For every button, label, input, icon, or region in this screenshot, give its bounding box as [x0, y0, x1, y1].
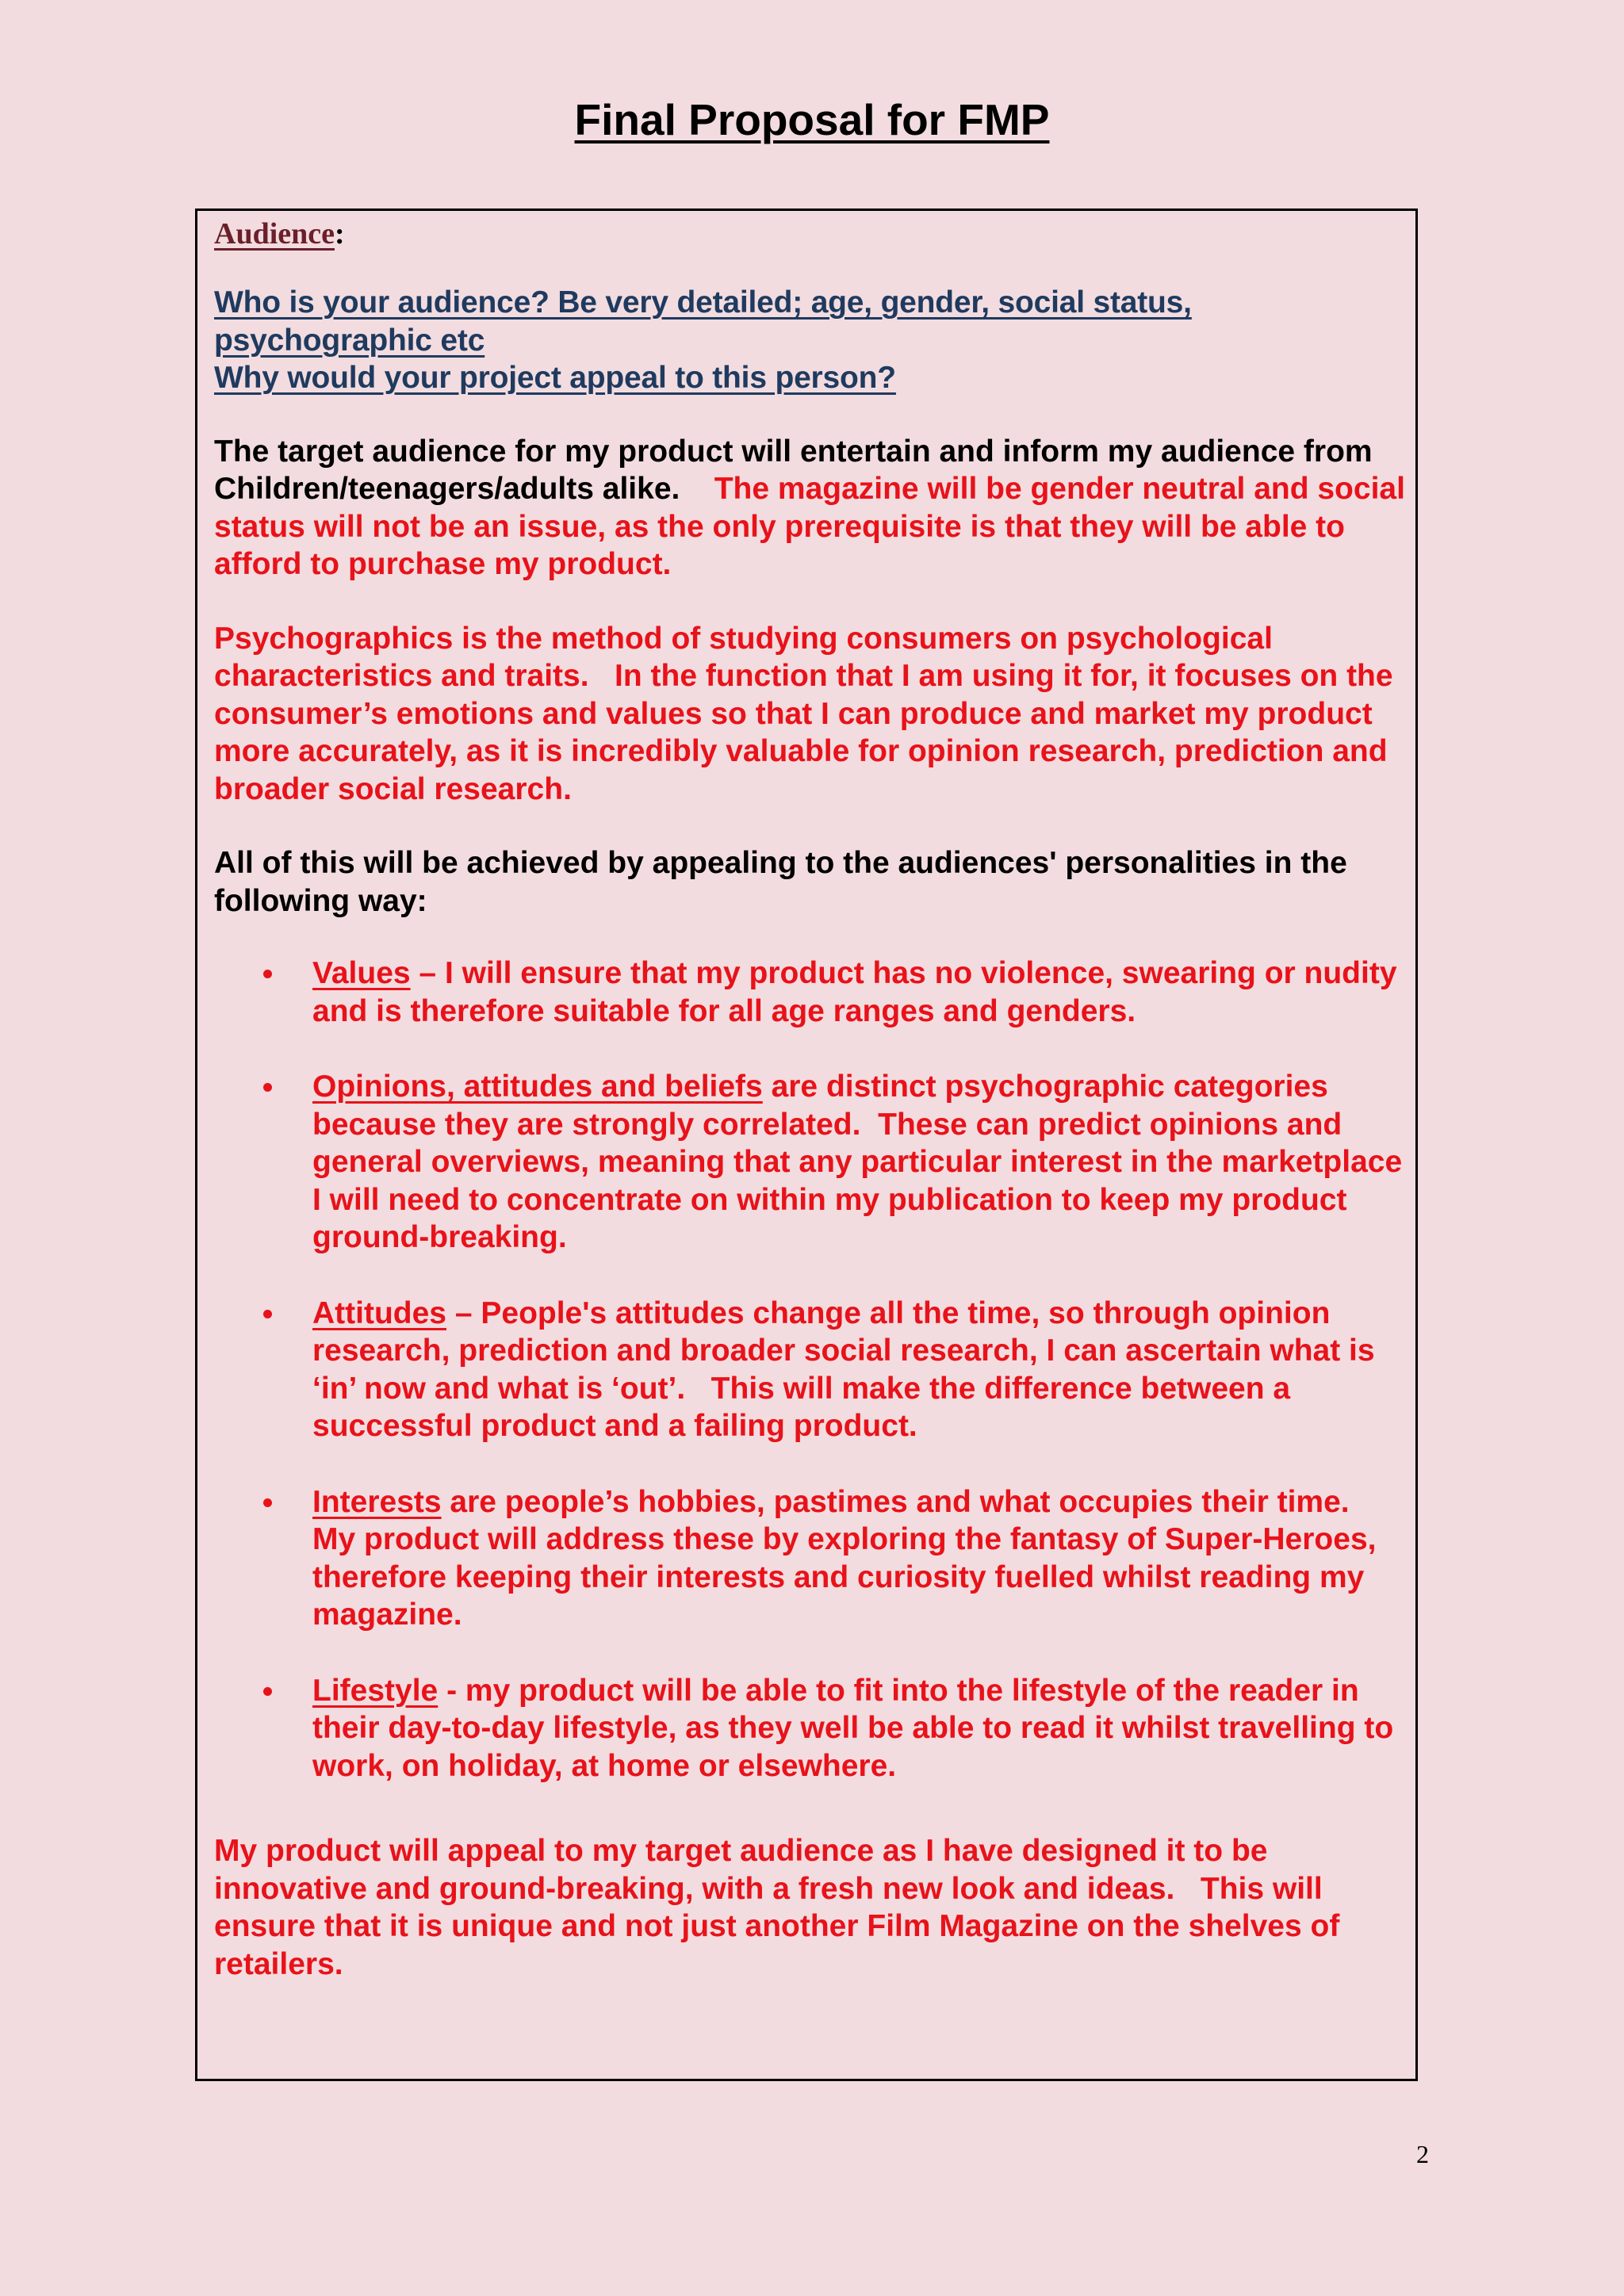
list-item [214, 1483, 1411, 1634]
audience-box [195, 209, 1418, 2081]
psychographic-bullet-list [214, 955, 1411, 1785]
document-title: Final Proposal for FMP [574, 95, 1050, 144]
bullet-text: are people’s hobbies, pastimes and what occupies their time. My product will address these by exploring the fantasy of Super-Heroes, therefore keeping their interests and curiosity fuelled whilst reading my magazine. [312, 1484, 1385, 1632]
list-item [214, 955, 1411, 1030]
closing-paragraph: My product will appeal to my target audience as I have designed it to be innovative and ground-breaking, with a fresh new look and ideas. This will ensure that it is unique and not just another Film Magazine on the shelves of retailers. [214, 1834, 1349, 1981]
question-line-2: psychographic etc [214, 323, 485, 358]
target-audience-detail: The magazine will be gender neutral and social status will not be an issue, as the only prerequisite is that they will be able to afford to purchase my product. [214, 472, 1405, 581]
list-item [214, 1068, 1411, 1257]
bullet-text: - my product will be able to fit into the lifestyle of the reader in their day-to-day lifestyle, as they well be able to read it whilst travelling to work, on holiday, at home or elsewhere. [312, 1673, 1394, 1783]
bullet-text: – People's attitudes change all the time, so through opinion research, prediction and broader social research, I can ascertain what is ‘in’ now and what is ‘out’. This will make the difference between a successful product and a failing product. [312, 1295, 1384, 1443]
bullet-term: Values [312, 956, 411, 990]
bullet-text: – I will ensure that my product has no violence, swearing or nudity and is therefore suitable for all age ranges and genders. [312, 956, 1397, 1028]
bullet-icon [263, 1310, 272, 1318]
list-item [214, 1672, 1411, 1785]
audience-box-content [214, 211, 1411, 1983]
target-audience-intro: The target audience for my product will entertain and inform my audience from Children/teenagers/adults alike. [214, 434, 1373, 506]
section-label-colon: : [335, 217, 345, 251]
bullet-icon [263, 1687, 272, 1696]
bullet-term: Lifestyle [312, 1673, 439, 1708]
bullet-icon [263, 1498, 272, 1507]
section-label-word: Audience [214, 217, 335, 251]
bullet-term: Attitudes [312, 1295, 446, 1330]
audience-questions [214, 284, 1411, 397]
psychographics-paragraph: Psychographics is the method of studying consumers on psychological characteristics and traits. In the function that I am using it for, it focuses on the consumer’s emotions and values so that I can produce and market my product more accurately, as it is incredibly valuable for opinion research, prediction and broader social research. [214, 621, 1402, 806]
section-label [214, 211, 1411, 257]
target-audience-paragraph [214, 433, 1411, 584]
question-line-1: Who is your audience? Be very detailed; age, gender, social status, [214, 285, 1192, 320]
bullet-text: are distinct psychographic categories because they are strongly correlated. These can predict opinions and general overviews, meaning that any particular interest in the marketplace I will need to concentrate on within my publication to keep my product ground-breaking. [312, 1070, 1411, 1254]
appeal-intro-paragraph: All of this will be achieved by appealing to the audiences' personalities in the following way: [214, 846, 1347, 918]
list-item [214, 1295, 1411, 1445]
question-line-3: Why would your project appeal to this person? [214, 361, 896, 395]
bullet-term: Opinions, attitudes and beliefs [312, 1070, 763, 1104]
bullet-icon [263, 970, 272, 978]
bullet-icon [263, 1083, 272, 1092]
bullet-term: Interests [312, 1484, 442, 1519]
page-number: 2 [1416, 2140, 1429, 2168]
